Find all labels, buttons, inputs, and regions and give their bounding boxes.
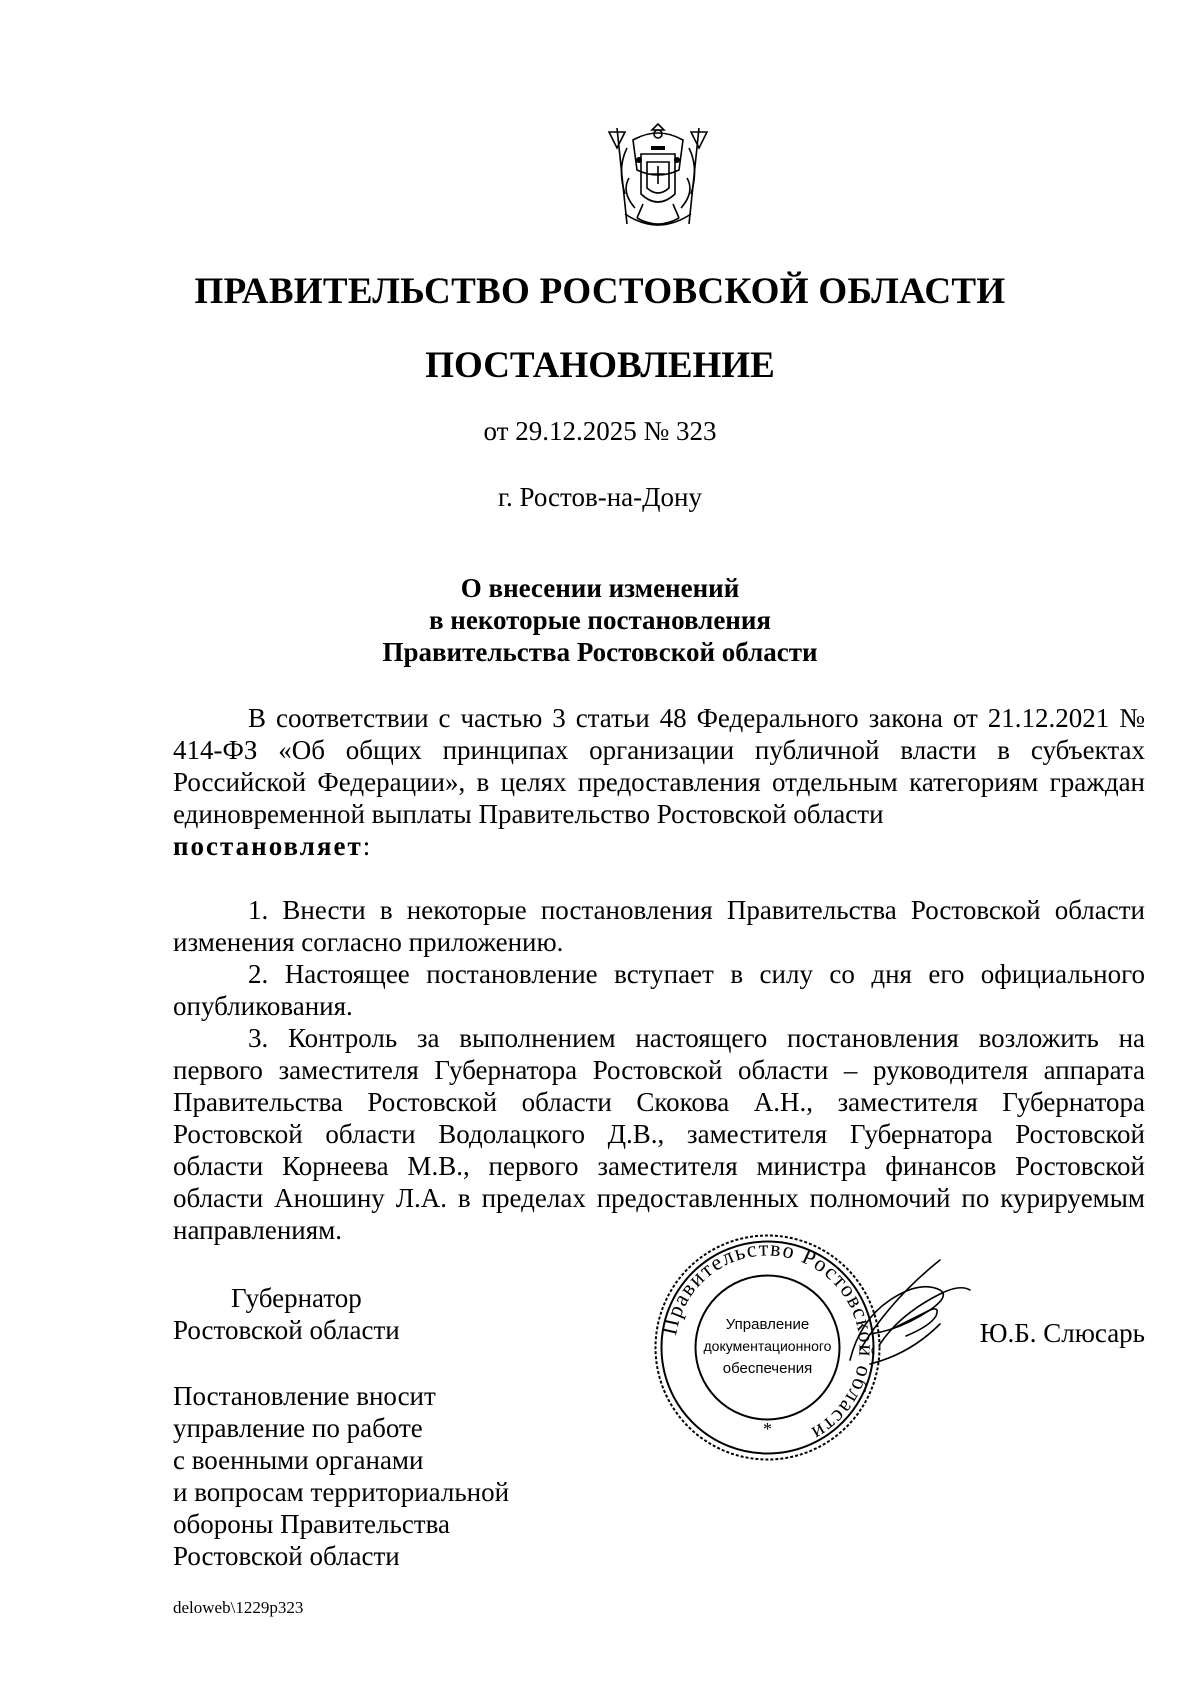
preamble (173, 702, 1145, 862)
document-date-number: от 29.12.2025 № 323 (483, 416, 717, 446)
subject-line: в некоторые постановления (428, 605, 772, 635)
document-city: г. Ростов-на-Дону (497, 482, 702, 512)
preamble-text: В соответствии с частью 3 статьи 48 Федерального закона от 21.12.2021 № 414-ФЗ «Об общих принципах организации публичной власти в субъектах Российской Федерации», в целях предоставления отдельным категориям граждан единовременной выплаты Правительство Ростовской области (173, 703, 1145, 829)
author-note-line: обороны Правительства (173, 1509, 450, 1539)
footer-file-code: deloweb\1229p323 (173, 1598, 304, 1617)
subject-line: Правительства Ростовской области (382, 637, 818, 667)
decree-item: 2. Настоящее постановление вступает в силу со дня его официального опубликования. (173, 959, 1145, 1021)
coat-of-arms-emblem (603, 118, 713, 240)
stamp-inner-line: Управление (725, 1316, 810, 1333)
author-note (173, 1380, 509, 1572)
signer-name: Ю.Б. Слюсарь (979, 1318, 1145, 1348)
signer-title-line: Ростовской области (173, 1315, 400, 1345)
decree-item: 1. Внести в некоторые постановления Правительства Ростовской области изменения согласно приложению. (173, 895, 1145, 957)
signer-title-line: Губернатор (231, 1283, 362, 1313)
author-note-line: с военными органами (173, 1445, 424, 1475)
stamp-outer-text: Правительство Ростовской области (656, 1235, 880, 1447)
subject-line: О внесении изменений (460, 573, 740, 603)
stamp-inner-line: обеспечения (722, 1360, 813, 1377)
document-subject (0, 572, 1200, 668)
decree-colon: : (362, 831, 371, 861)
author-note-line: Ростовской области (173, 1541, 400, 1571)
stamp-inner-line: документационного (703, 1338, 832, 1354)
author-note-line: Постановление вносит (173, 1381, 436, 1411)
decree-word: постановляет (173, 831, 363, 861)
document-type: ПОСТАНОВЛЕНИЕ (425, 345, 775, 386)
preamble-paragraph (173, 702, 1145, 862)
author-note-line: управление по работе (173, 1413, 423, 1443)
stamp-star: * (763, 1419, 772, 1439)
author-note-line: и вопросам территориальной (173, 1477, 510, 1507)
organization-title: ПРАВИТЕЛЬСТВО РОСТОВСКОЙ ОБЛАСТИ (194, 271, 1006, 312)
decree-items (173, 894, 1145, 1246)
decree-item: 3. Контроль за выполнением настоящего постановления возложить на первого заместителя Губернатора Ростовской области – руководителя аппарата Правительства Ростовской области Скокова А.Н., заместителя Губернатора Ростовской области Водолацкого Д.В., заместителя Губернатора Ростовской области Корнеева М.В., первого заместителя министра финансов Ростовской области Аношину Л.А. в пределах предоставленных полномочий по курируемым направлениям. (173, 1023, 1145, 1245)
signer-title (173, 1282, 400, 1346)
handwritten-signature (830, 1240, 980, 1390)
